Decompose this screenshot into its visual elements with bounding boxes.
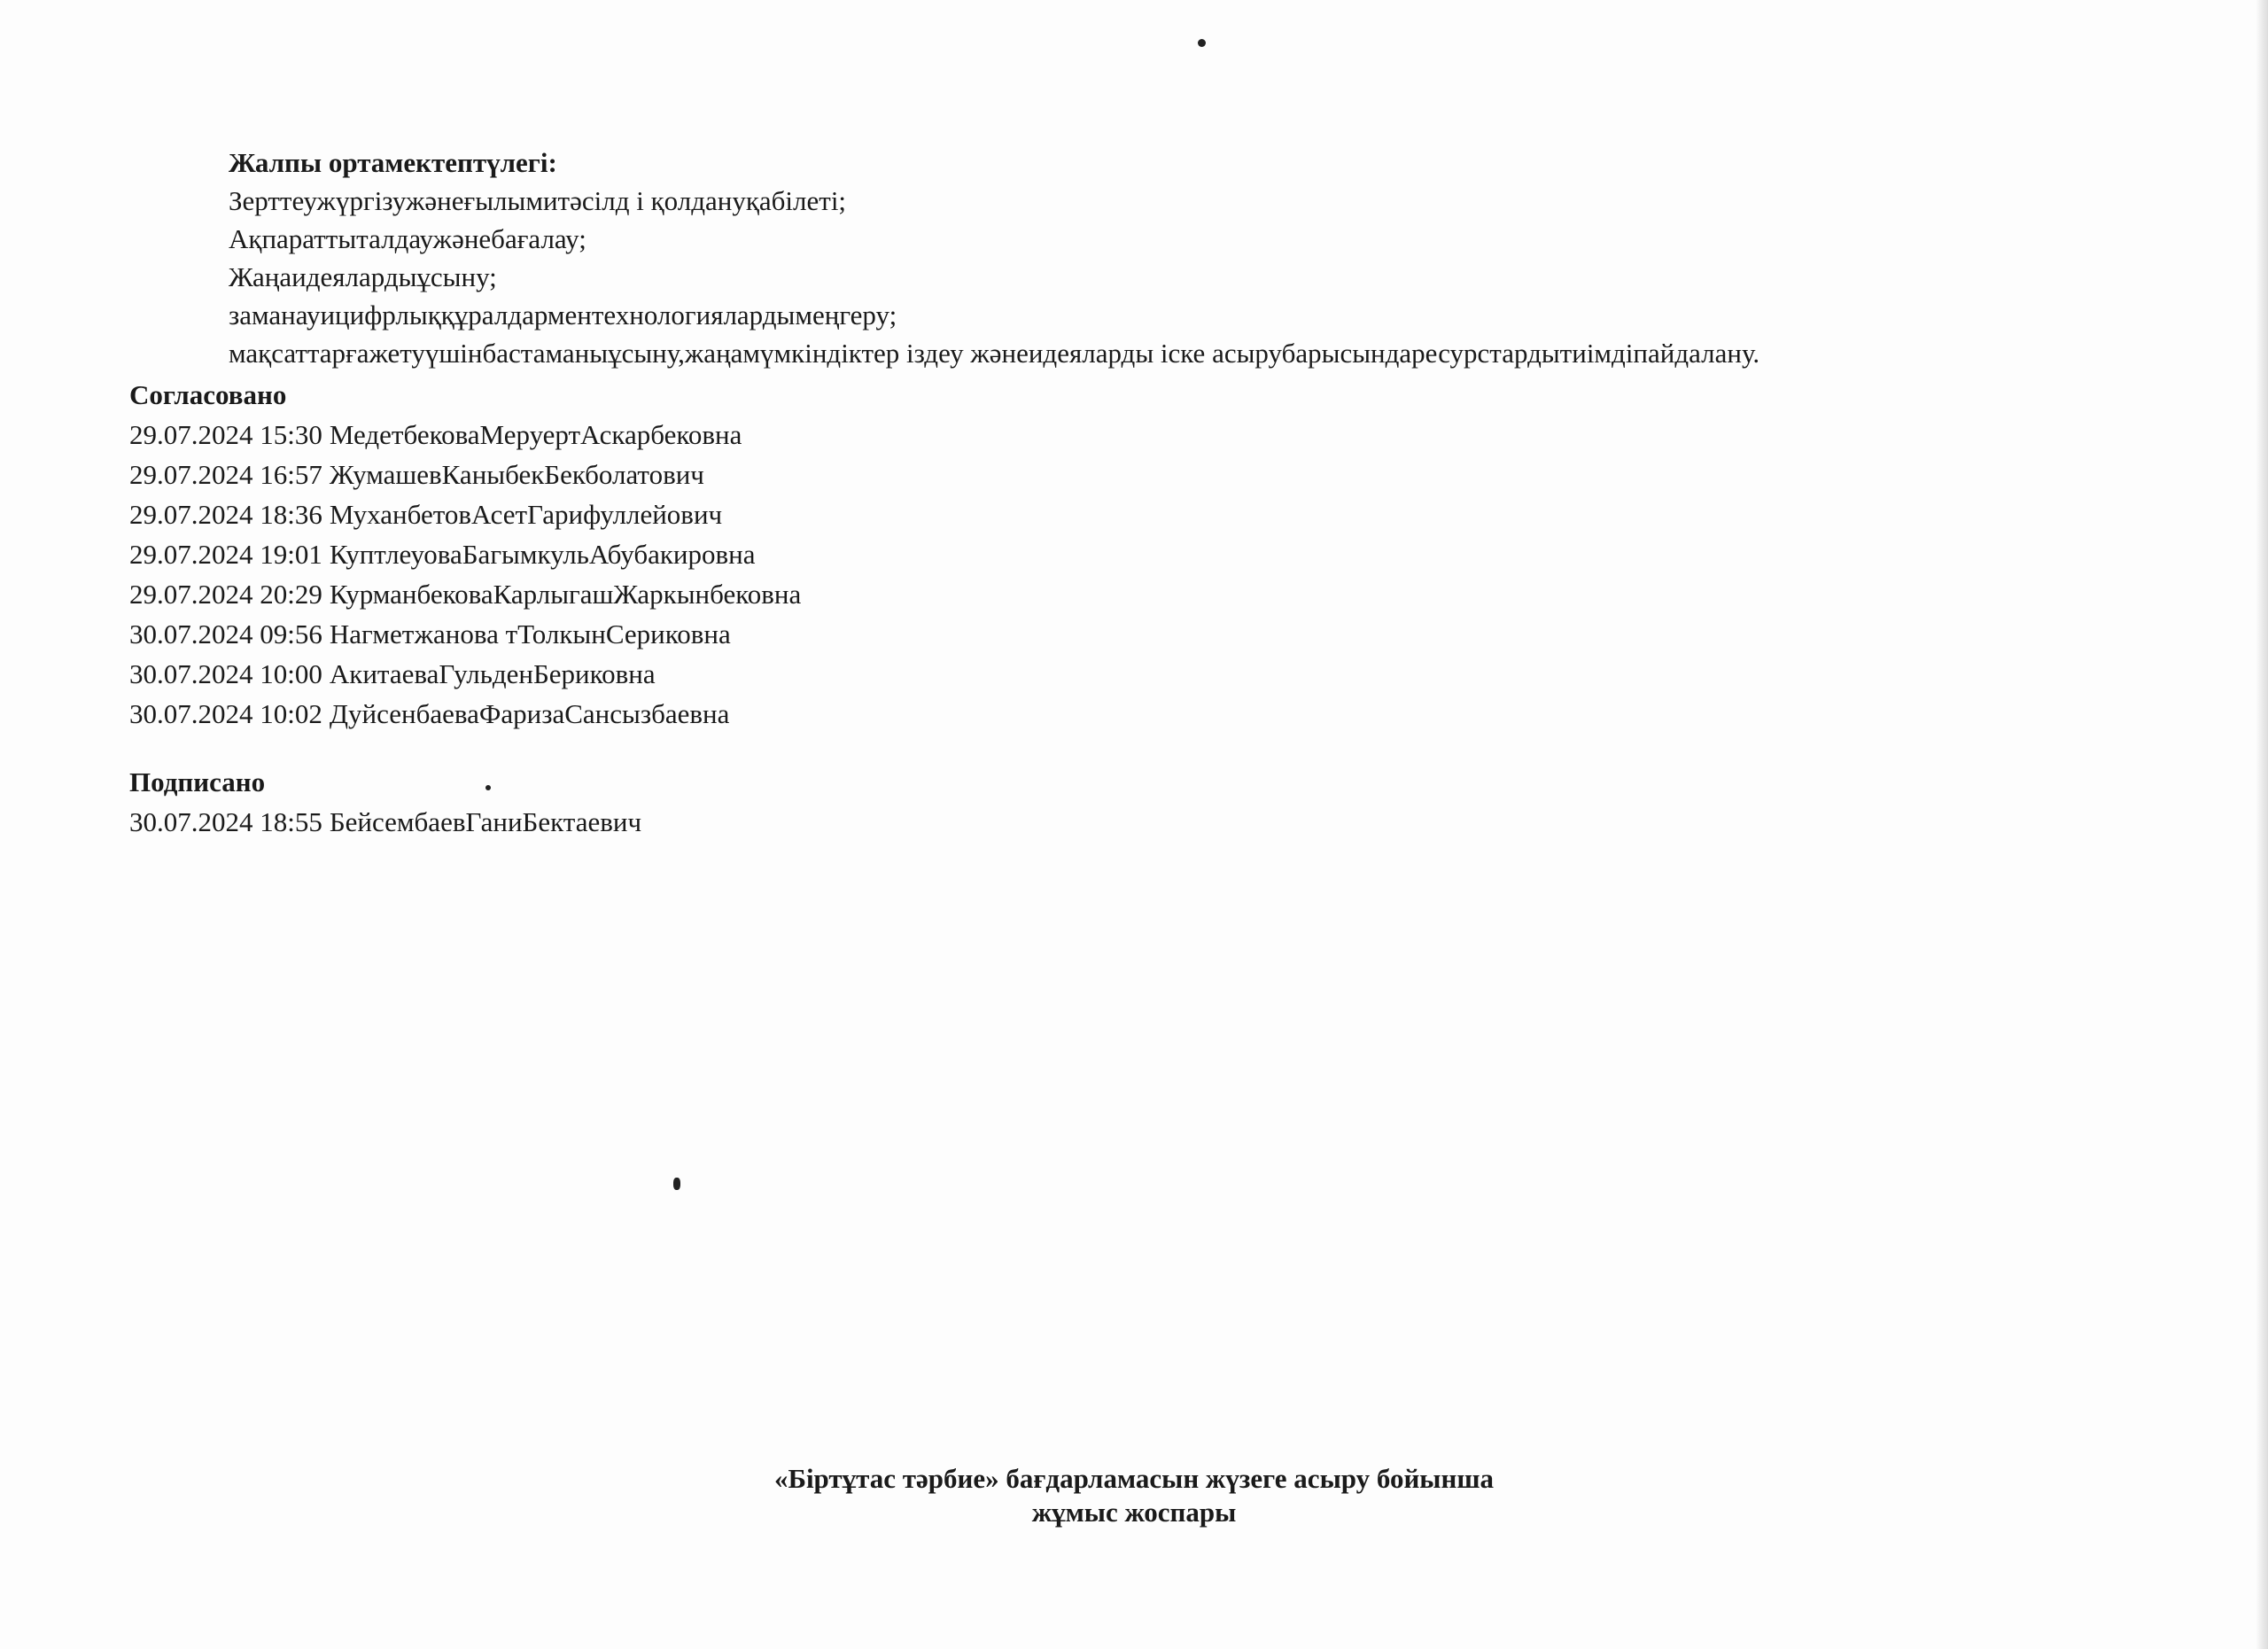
competence-line: Жаңаидеялардыұсыну; [229,261,497,292]
approver-name: КуптлеуоваБагымкульАбубакировна [329,539,756,570]
approval-entry [129,654,801,694]
plan-title [0,1462,2268,1529]
approver-name: ДуйсенбаеваФаризаСансызбаевна [329,698,730,729]
signed-heading: Подписано [129,766,266,797]
general-competence-section [229,144,2178,372]
scan-speck [1198,39,1206,47]
plan-title-line-1: «Біртұтас тәрбие» бағдарламасын жүзеге асыру бойынша [773,1463,1495,1494]
approval-timestamp: 29.07.2024 18:36 [129,499,322,530]
approval-timestamp: 30.07.2024 10:02 [129,698,322,729]
approver-name: АкитаеваГульденБериковна [329,658,656,689]
approval-timestamp: 30.07.2024 09:56 [129,618,322,649]
scan-speck [673,1178,680,1190]
approval-timestamp: 29.07.2024 19:01 [129,539,322,570]
approval-entry [129,694,801,734]
approver-name: КурманбековаКарлыгашЖаркынбековна [329,579,802,610]
approval-entry [129,494,801,534]
approval-entry [129,455,801,494]
plan-title-line-2: жұмыс жоспары [1031,1497,1237,1528]
signature-timestamp: 30.07.2024 18:55 [129,806,322,837]
signer-name: БейсембаевГаниБектаевич [329,806,642,837]
approver-name: МуханбетовАсетГарифуллейович [329,499,723,530]
approval-entry [129,415,801,455]
competence-line: мақсаттарғажетуүшінбастаманыұсыну,жаңамүмкіндіктер іздеу жәнеидеяларды іске асырубарысындаресурстардытиімдіпайдалану. [229,338,1760,369]
approval-timestamp: 29.07.2024 16:57 [129,459,322,490]
competence-line: Ақпараттыталдаужәнебағалау; [229,223,586,254]
approval-entry [129,534,801,574]
competence-line: Зерттеужүргізужәнеғылымитәсілд і қолдануқабілеті; [229,185,847,216]
approver-name: ЖумашевКаныбекБекболатович [329,459,704,490]
approval-timestamp: 29.07.2024 20:29 [129,579,322,610]
signature-entry [129,802,641,842]
signed-section [129,762,641,842]
approval-entry [129,574,801,614]
approver-name: МедетбековаМеруертАскарбековна [329,419,742,450]
approval-entry [129,614,801,654]
approver-name: Нагметжанова тТолкынСериковна [329,618,731,649]
agreed-heading: Согласовано [129,379,287,410]
competence-line: заманауицифрлыққұралдарментехнологиялардымеңгеру; [229,299,897,331]
agreed-section [129,375,801,734]
general-competence-heading: Жалпы ортамектептүлегі: [229,147,557,178]
approval-timestamp: 29.07.2024 15:30 [129,419,322,450]
page-edge-shadow [2256,0,2268,1649]
approval-timestamp: 30.07.2024 10:00 [129,658,322,689]
